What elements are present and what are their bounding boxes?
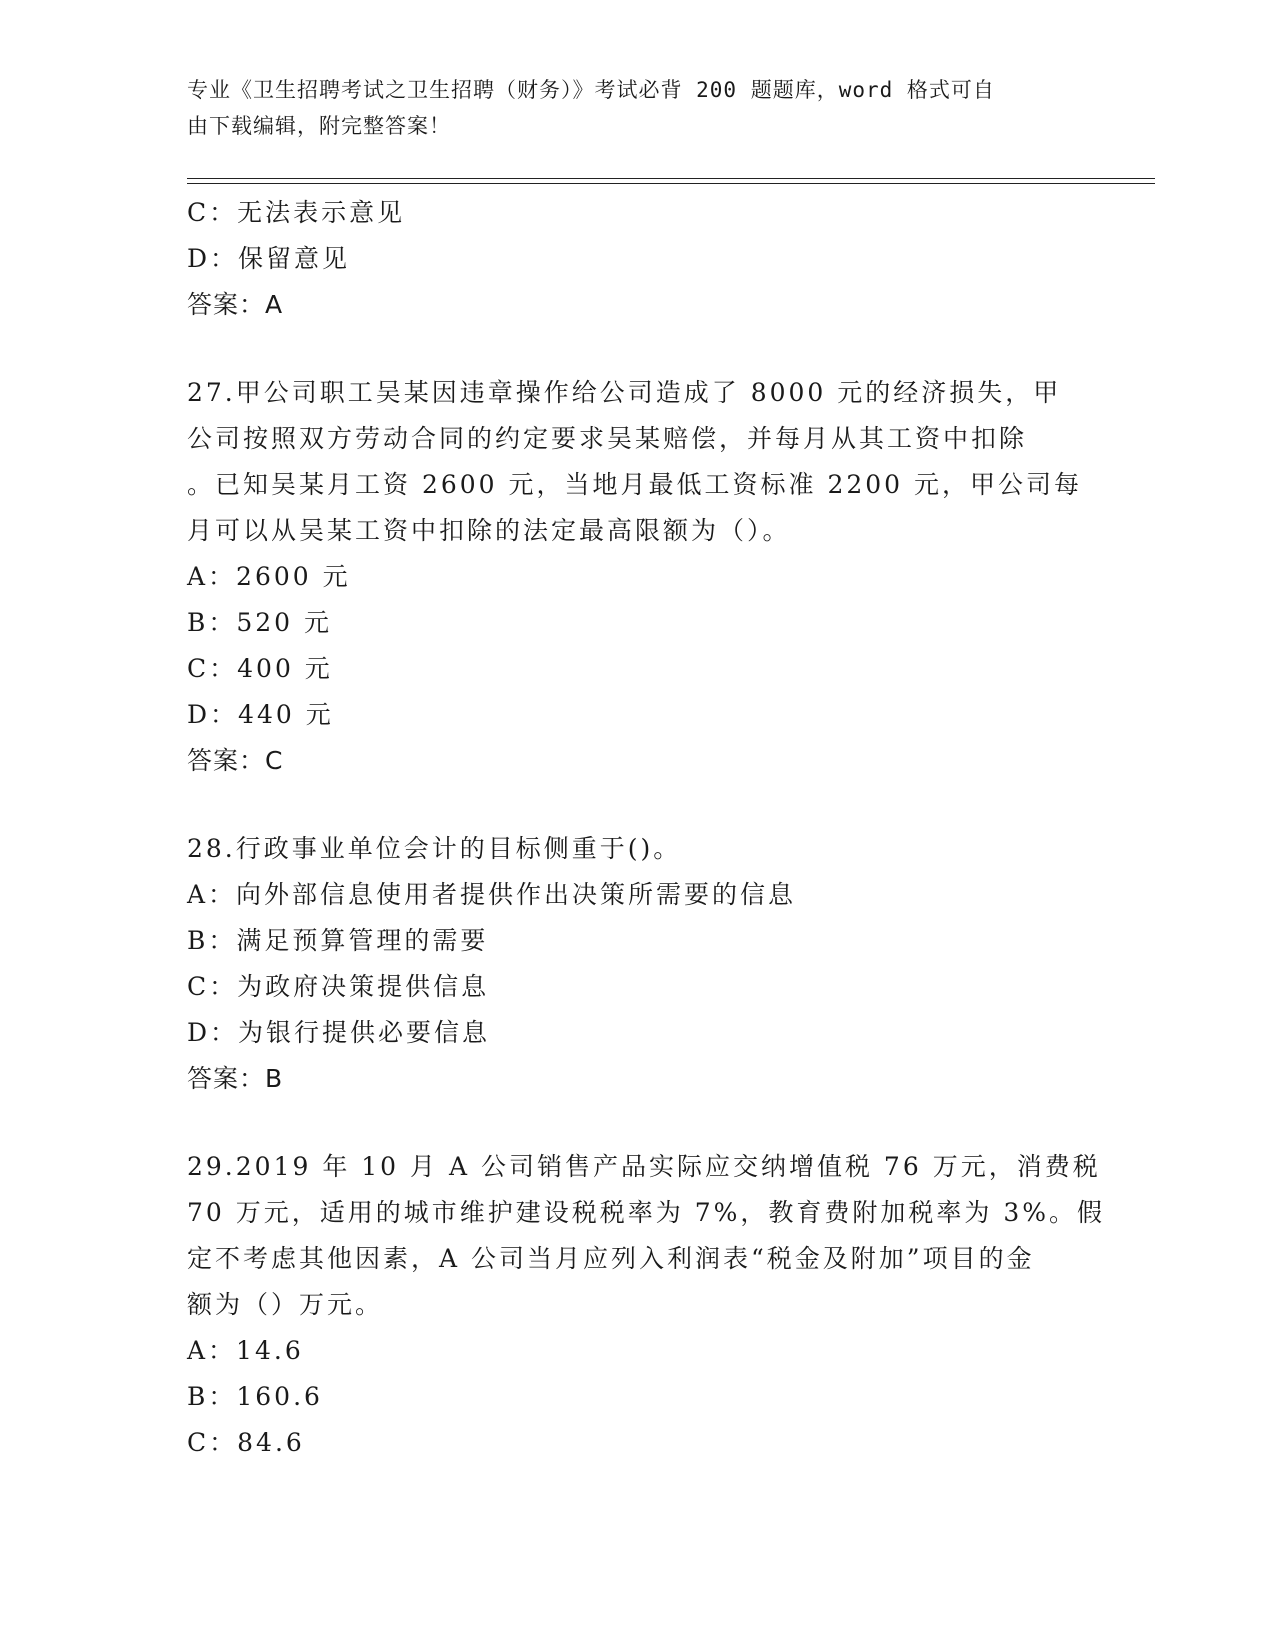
question-29 — [187, 1144, 1105, 1466]
option-a: A：向外部信息使用者提供作出决策所需要的信息 — [187, 880, 797, 909]
header-line-1: 专业《卫生招聘考试之卫生招聘（财务）》考试必背 200 题题库，word 格式可自 — [187, 78, 995, 102]
option-b: B：520 元 — [187, 608, 333, 637]
document-header — [187, 72, 1067, 144]
spacer — [187, 784, 1087, 826]
option-a: A：14.6 — [187, 1336, 304, 1365]
question-stem-line: 28.行政事业单位会计的目标侧重于()。 — [187, 834, 682, 863]
question-stem-line: 29.2019 年 10 月 A 公司销售产品实际应交纳增值税 76 万元，消费税 — [187, 1152, 1101, 1181]
answer-line: 答案：A — [187, 290, 284, 319]
question-stem-line: 。已知吴某月工资 2600 元，当地月最低工资标准 2200 元，甲公司每 — [187, 470, 1083, 499]
question-content — [187, 190, 1105, 1466]
option-d: D：440 元 — [187, 700, 334, 729]
question-28 — [187, 826, 1087, 1102]
spacer — [187, 1102, 1087, 1144]
option-d: D：保留意见 — [187, 244, 351, 273]
spacer — [187, 328, 1087, 370]
answer-line: 答案：B — [187, 1064, 284, 1093]
header-divider-bottom — [187, 183, 1155, 184]
question-stem-line: 公司按照双方劳动合同的约定要求吴某赔偿，并每月从其工资中扣除 — [187, 424, 1028, 453]
question-stem-line: 70 万元，适用的城市维护建设税税率为 7%，教育费附加税率为 3%。假 — [187, 1198, 1105, 1227]
option-c: C：400 元 — [187, 654, 333, 683]
option-b: B：160.6 — [187, 1382, 323, 1411]
question-stem-line: 27.甲公司职工吴某因违章操作给公司造成了 8000 元的经济损失，甲 — [187, 378, 1062, 407]
option-c: C：无法表示意见 — [187, 198, 406, 227]
previous-question — [187, 190, 1087, 328]
question-stem-line: 月可以从吴某工资中扣除的法定最高限额为（）。 — [187, 516, 791, 545]
header-divider-top — [187, 178, 1155, 179]
question-stem-line: 定不考虑其他因素，A 公司当月应列入利润表“税金及附加”项目的金 — [187, 1244, 1035, 1273]
option-b: B：满足预算管理的需要 — [187, 926, 489, 955]
answer-line: 答案：C — [187, 746, 284, 775]
question-27 — [187, 370, 1087, 784]
option-c: C：为政府决策提供信息 — [187, 972, 490, 1001]
option-d: D：为银行提供必要信息 — [187, 1018, 491, 1047]
option-c: C：84.6 — [187, 1428, 305, 1457]
question-stem-line: 额为（）万元。 — [187, 1290, 384, 1319]
option-a: A：2600 元 — [187, 562, 351, 591]
header-line-2: 由下载编辑，附完整答案！ — [187, 114, 451, 138]
